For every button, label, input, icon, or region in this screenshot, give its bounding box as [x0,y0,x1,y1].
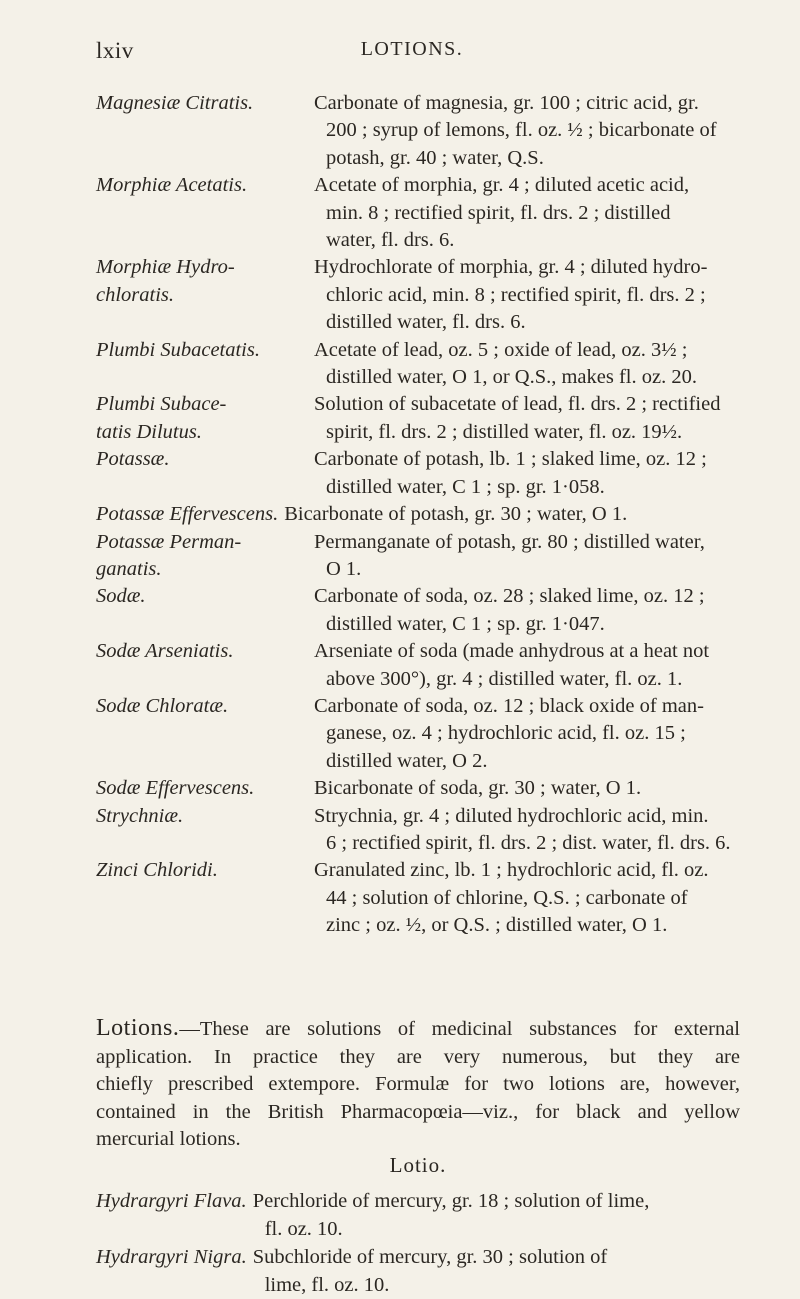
formula-description-line: chloric acid, min. 8 ; rectified spirit, fl. drs. 2 ; [326,283,706,306]
formula-description [314,857,736,939]
formula-term [96,693,314,720]
page-number: lxiv [96,38,134,63]
formula-term [96,172,314,199]
formula-entry [96,693,736,775]
formula-entry [96,638,736,693]
formula-term [96,391,314,446]
lotio-entry [96,1243,746,1299]
formula-description [314,529,736,584]
formula-term [96,803,314,830]
formula-term-line: Morphiæ Hydro- [96,256,235,279]
lotio-description [253,1187,746,1243]
formula-term [96,446,314,473]
formula-entry [96,529,736,584]
lotio-list [96,1187,746,1299]
formula-description [314,638,736,693]
formula-term [96,775,314,802]
formula-term [96,583,314,610]
formula-term-line: Morphiæ Acetatis. [96,174,248,197]
formula-description-line: O 1. [326,557,362,580]
paragraph-line: application. In practice they are very numerous, but they are [96,1045,740,1068]
formula-term [96,337,314,364]
formula-description [284,501,736,528]
lotio-term: Hydrargyri Flava. [96,1190,247,1212]
formula-term-line: Sodæ Effervescens. [96,777,255,800]
formula-description-line: min. 8 ; rectified spirit, fl. drs. 2 ; distilled [326,201,671,224]
formula-description-line: distilled water, fl. drs. 6. [326,311,526,334]
formula-entry [96,583,736,638]
formula-term-line: Plumbi Subace- [96,393,227,416]
lotio-entry [96,1187,746,1243]
paragraph-line: chiefly prescribed extempore. Formulæ for two lotions are, however, [96,1073,740,1095]
formula-description-line: above 300°), gr. 4 ; distilled water, fl. oz. 1. [326,667,683,690]
formula-term-line: Potassæ Effervescens. [96,503,279,526]
paragraph-line: contained in the British Pharmacopœia—viz., for black and yellow [96,1100,740,1123]
formula-term [96,857,314,884]
formula-description-line: Carbonate of magnesia, gr. 100 ; citric acid, gr. [314,92,699,114]
formula-description [314,583,736,638]
formula-term-line: Sodæ. [96,585,146,608]
formula-description-line: Hydrochlorate of morphia, gr. 4 ; diluted hydro- [314,256,708,279]
formula-entry [96,446,736,501]
formula-description-line: Granulated zinc, lb. 1 ; hydrochloric acid, fl. oz. [314,859,709,882]
lotio-term: Hydrargyri Nigra. [96,1246,247,1268]
formula-term-line: Sodæ Chloratæ. [96,694,229,717]
formula-term-line: Potassæ Perman- [96,530,242,553]
formula-term-line: Plumbi Subacetatis. [96,338,260,361]
formula-term-line: chloratis. [96,283,175,306]
formula-description [314,693,736,775]
lotio-description-line: lime, fl. oz. 10. [264,1274,390,1296]
formula-description-line: Bicarbonate of soda, gr. 30 ; water, O 1. [314,777,642,800]
formula-description [314,90,736,172]
lotions-paragraph [96,1015,740,1154]
formula-term [96,638,314,665]
formula-term-line: Strychniæ. [96,804,184,827]
formula-description [314,803,736,858]
page-header [96,38,728,78]
formula-description-line: Permanganate of potash, gr. 80 ; distilled water, [314,530,705,553]
formula-description-line: Acetate of morphia, gr. 4 ; diluted acetic acid, [314,174,690,197]
formula-description-line: 200 ; syrup of lemons, fl. oz. ½ ; bicarbonate of [326,119,717,142]
formula-term-line: Magnesiæ Citratis. [96,92,254,114]
formula-term-line: Zinci Chloridi. [96,859,218,882]
formula-entry [96,254,736,336]
running-title: LOTIONS. [360,38,464,60]
formula-description-line: 6 ; rectified spirit, fl. drs. 2 ; dist. water, fl. drs. 6. [326,831,731,854]
formula-description-line: zinc ; oz. ½, or Q.S. ; distilled water, O 1. [326,914,668,937]
lotio-description-line: Perchloride of mercury, gr. 18 ; solution of lime, [252,1190,650,1212]
formula-entry [96,775,736,802]
paragraph-line: —These are solutions of medicinal substances for external [179,1018,740,1040]
formula-description-line: distilled water, C 1 ; sp. gr. 1·058. [326,475,605,498]
lotio-description-line: fl. oz. 10. [264,1218,343,1240]
formula-description-line: distilled water, C 1 ; sp. gr. 1·047. [326,612,605,635]
formula-entry [96,803,736,858]
formula-description-line: Arseniate of soda (made anhydrous at a heat not [314,640,710,663]
lotio-description-line: Subchloride of mercury, gr. 30 ; solution of [252,1246,608,1268]
formula-description [314,775,736,802]
formula-description [314,391,736,446]
formula-description [314,254,736,336]
formula-description-line: potash, gr. 40 ; water, Q.S. [326,146,544,169]
formula-description-line: distilled water, O 1, or Q.S., makes fl. oz. 20. [326,366,697,389]
formula-term [96,254,314,309]
formula-entry [96,337,736,392]
formula-description [314,337,736,392]
formula-description-line: Carbonate of soda, oz. 12 ; black oxide of man- [314,694,704,717]
formula-term-line: Sodæ Arseniatis. [96,640,234,663]
formula-description-line: 44 ; solution of chlorine, Q.S. ; carbonate of [326,886,688,909]
formula-term-line: tatis Dilutus. [96,420,202,443]
formula-term-line: Potassæ. [96,448,170,471]
formula-description-line: Acetate of lead, oz. 5 ; oxide of lead, oz. 3½ ; [314,338,688,361]
formula-description-line: Strychnia, gr. 4 ; diluted hydrochloric acid, min. [314,804,709,827]
formula-description-line: water, fl. drs. 6. [326,229,455,252]
formula-description-line: Solution of subacetate of lead, fl. drs. 2 ; rectified [314,393,721,416]
paragraph-lead: Lotions. [96,1015,180,1041]
paragraph-line: mercurial lotions. [96,1128,241,1150]
formula-entry [96,501,736,528]
formula-description-line: distilled water, O 2. [326,749,488,772]
formula-description-line: spirit, fl. drs. 2 ; distilled water, fl. oz. 19½. [326,420,683,443]
section-subheading: Lotio. [389,1153,447,1177]
formula-term [96,90,314,117]
formula-entry [96,90,736,172]
formula-description-line: ganese, oz. 4 ; hydrochloric acid, fl. oz. 15 ; [326,722,686,745]
formula-description-line: Carbonate of potash, lb. 1 ; slaked lime, oz. 12 ; [314,448,707,471]
formula-entry [96,857,736,939]
lotio-description [253,1243,746,1299]
formula-description [314,172,736,254]
formula-description [314,446,736,501]
formula-term-line: ganatis. [96,557,162,580]
formula-entry [96,391,736,446]
formula-description-line: Carbonate of soda, oz. 28 ; slaked lime, oz. 12 ; [314,585,705,608]
formula-list [96,90,736,940]
formula-term [96,501,278,528]
formula-description-line: Bicarbonate of potash, gr. 30 ; water, O 1. [284,503,628,526]
formula-term [96,529,314,584]
formula-entry [96,172,736,254]
